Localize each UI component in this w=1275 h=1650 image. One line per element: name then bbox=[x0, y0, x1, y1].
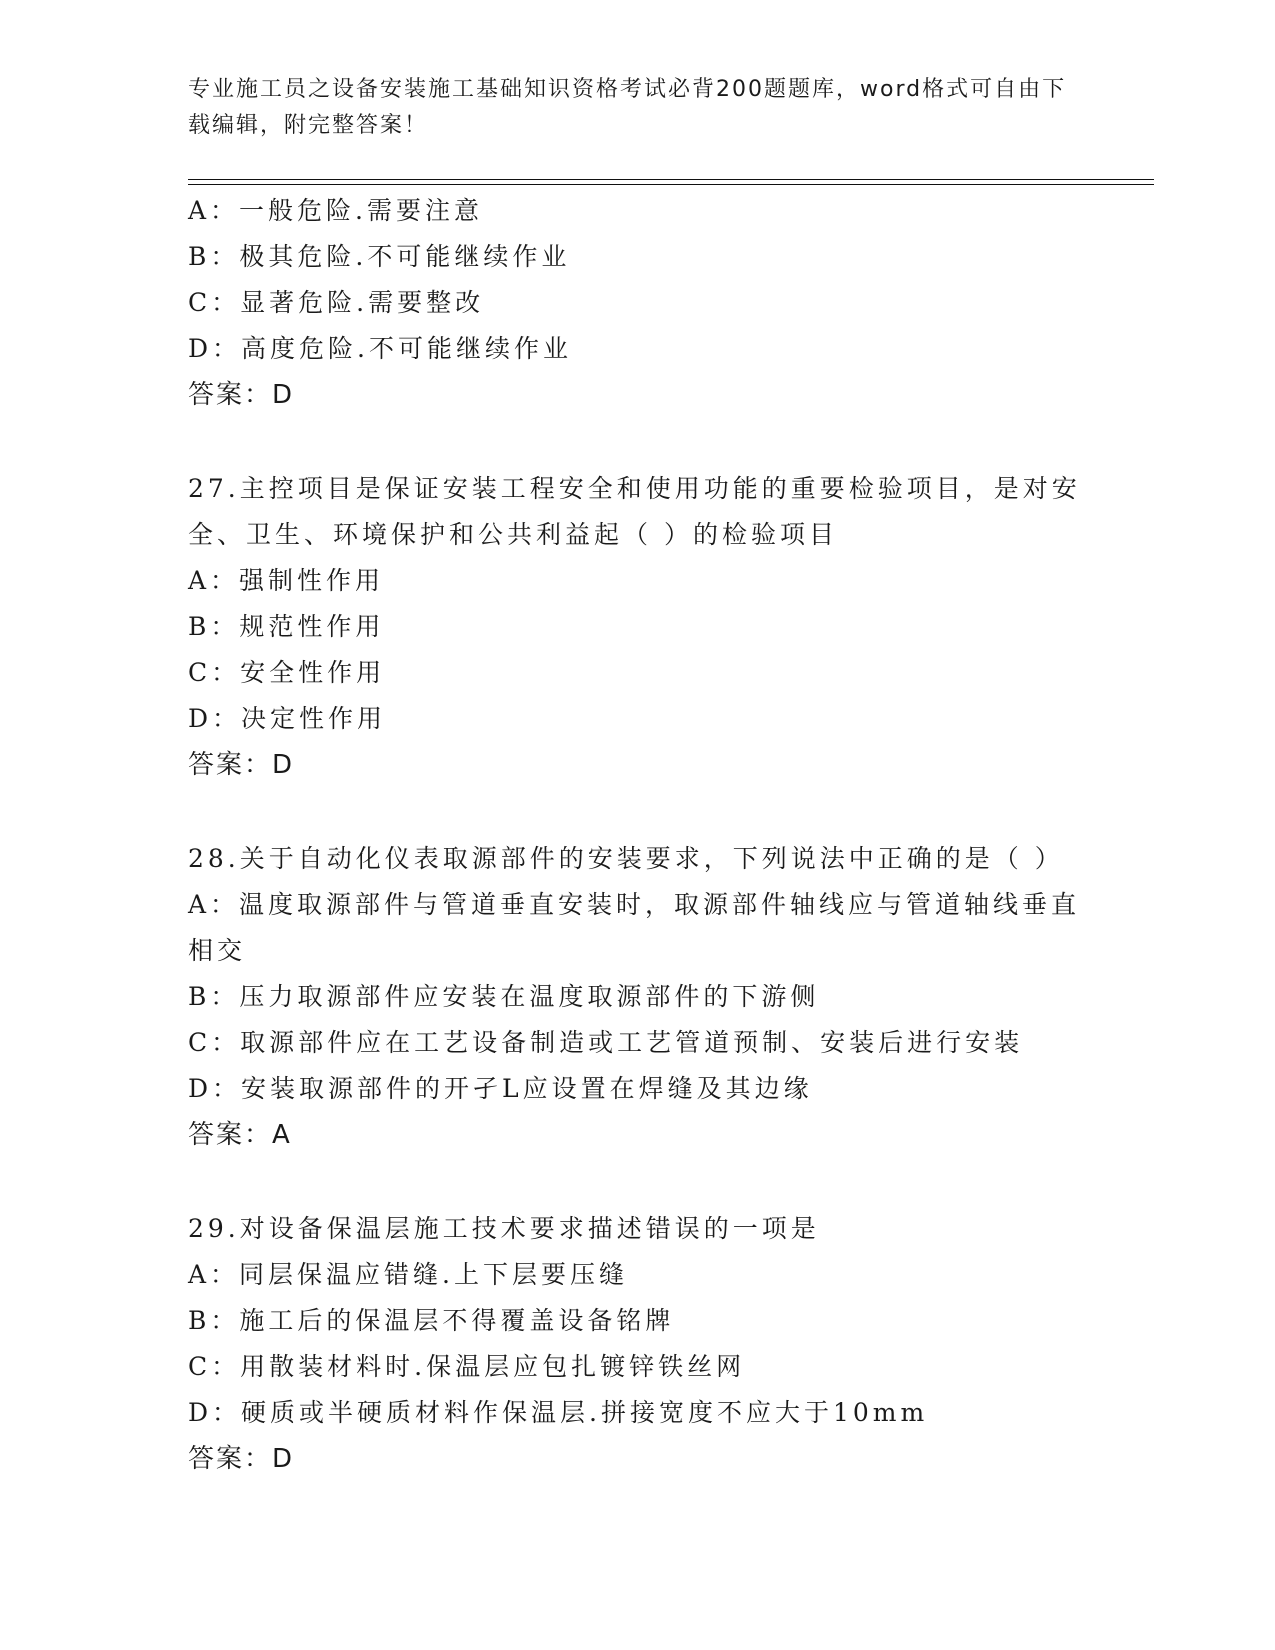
option-b: B：规范性作用 bbox=[188, 612, 385, 641]
option-d: D：高度危险.不可能继续作业 bbox=[188, 334, 572, 363]
option-a: A：一般危险.需要注意 bbox=[188, 196, 484, 225]
answer-line: 答案：A bbox=[188, 1120, 292, 1150]
option-b: B：压力取源部件应安装在温度取源部件的下游侧 bbox=[188, 982, 820, 1011]
question-block bbox=[188, 836, 1088, 1158]
question-list bbox=[188, 188, 1088, 1482]
answer-line: 答案：D bbox=[188, 1444, 295, 1474]
option-c: C：取源部件应在工艺设备制造或工艺管道预制、安装后进行安装 bbox=[188, 1028, 1024, 1057]
header-divider-top bbox=[188, 179, 1154, 180]
option-a: A：温度取源部件与管道垂直安装时，取源部件轴线应与管道轴线垂直 bbox=[188, 890, 1081, 919]
option-a-continued: 相交 bbox=[188, 936, 247, 965]
question-block bbox=[188, 188, 1088, 418]
question-stem: 28.关于自动化仪表取源部件的安装要求，下列说法中正确的是（ ） bbox=[188, 844, 1064, 873]
document-header: 专业施工员之设备安装施工基础知识资格考试必背200题题库，word格式可自由下载编辑，附完整答案！ bbox=[188, 77, 1067, 138]
answer-line: 答案：D bbox=[188, 750, 295, 780]
question-block bbox=[188, 1206, 1088, 1482]
question-stem-continued: 全、卫生、环境保护和公共利益起（ ）的检验项目 bbox=[188, 520, 838, 549]
option-c: C：安全性作用 bbox=[188, 658, 386, 687]
option-d: D：决定性作用 bbox=[188, 704, 387, 733]
option-d: D：硬质或半硬质材料作保温层.拼接宽度不应大于10mm bbox=[188, 1398, 929, 1427]
question-block bbox=[188, 466, 1088, 788]
header-divider-bottom bbox=[188, 184, 1154, 185]
option-c: C：用散装材料时.保温层应包扎镀锌铁丝网 bbox=[188, 1352, 746, 1381]
option-d: D：安装取源部件的开孑L应设置在焊缝及其边缘 bbox=[188, 1074, 813, 1103]
question-stem: 29.对设备保温层施工技术要求描述错误的一项是 bbox=[188, 1214, 820, 1243]
option-b: B：极其危险.不可能继续作业 bbox=[188, 242, 571, 271]
answer-line: 答案：D bbox=[188, 380, 295, 410]
option-c: C：显著危险.需要整改 bbox=[188, 288, 485, 317]
option-a: A：同层保温应错缝.上下层要压缝 bbox=[188, 1260, 629, 1289]
option-a: A：强制性作用 bbox=[188, 566, 385, 595]
question-stem: 27.主控项目是保证安装工程安全和使用功能的重要检验项目，是对安 bbox=[188, 474, 1081, 503]
option-b: B：施工后的保温层不得覆盖设备铭牌 bbox=[188, 1306, 675, 1335]
